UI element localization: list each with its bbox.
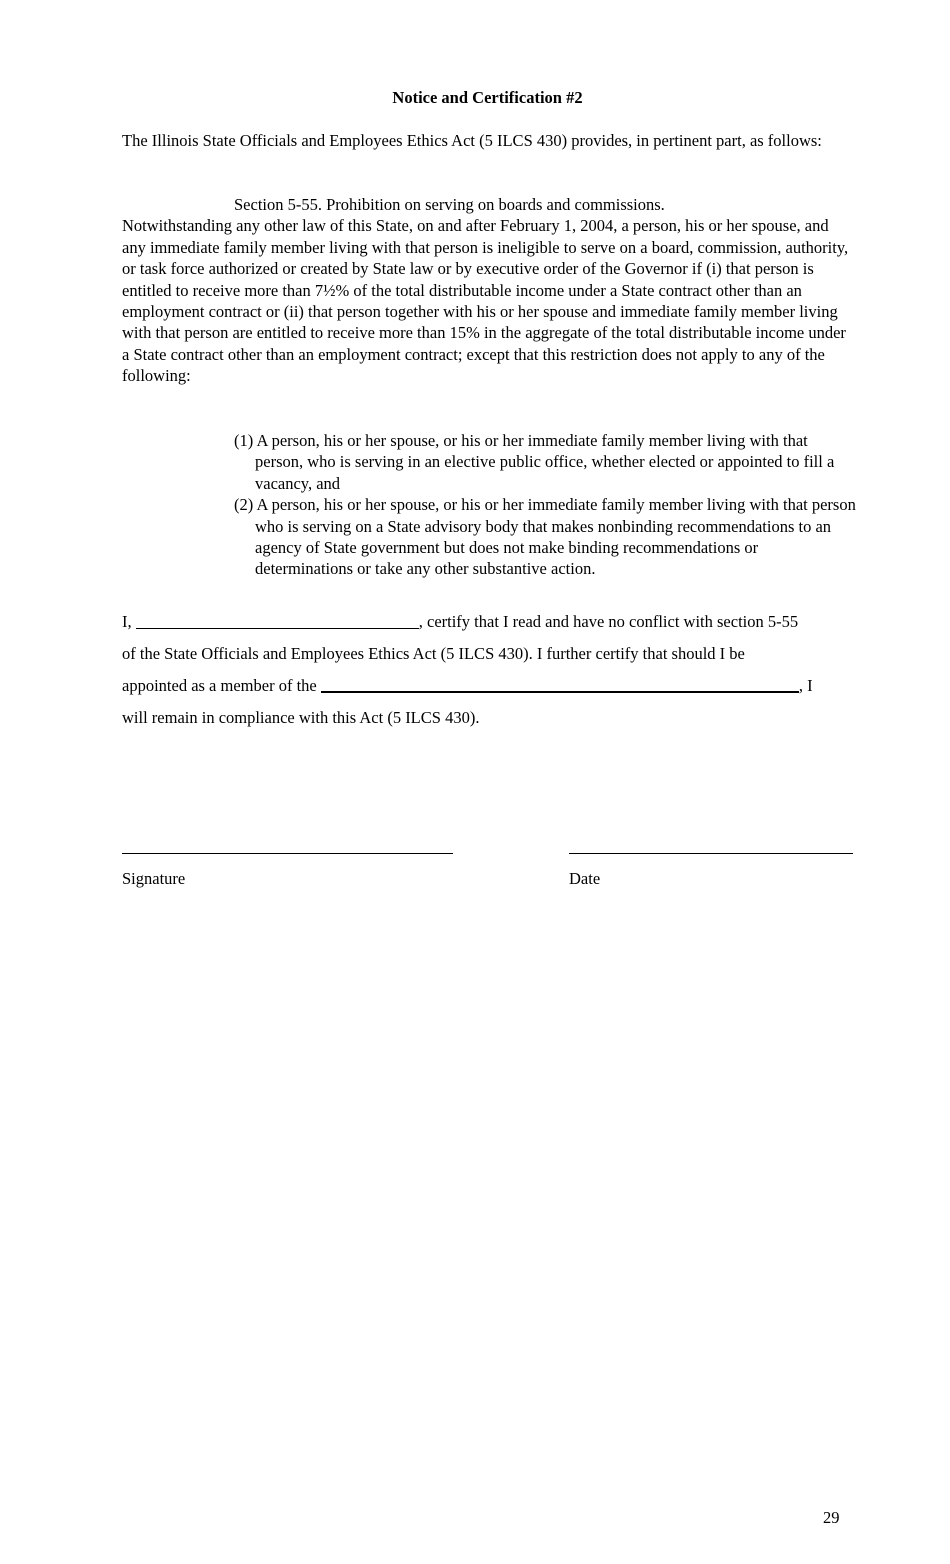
date-line[interactable] <box>569 853 853 854</box>
board-name-blank-field[interactable] <box>321 690 799 693</box>
page-title: Notice and Certification #2 <box>392 88 583 107</box>
section-heading: Section 5-55. Prohibition on serving on boards and commissions. <box>234 195 665 214</box>
certification-line-2: of the State Officials and Employees Ethics Act (5 ILCS 430). I further certify that should I be <box>122 644 745 663</box>
section-5-55 <box>122 194 852 387</box>
exception-item-1: (1) A person, his or her spouse, or his or her immediate family member living with that person, who is serving in an elective public office, whether elected or appointed to fill a vacancy, and <box>234 431 835 493</box>
page-number: 29 <box>823 1508 840 1527</box>
cert-line1-start: I, <box>122 612 132 631</box>
signature-line[interactable] <box>122 853 453 854</box>
cert-line3-start: appointed as a member of the <box>122 676 317 695</box>
certification-line-4: will remain in compliance with this Act (5 ILCS 430). <box>122 708 480 727</box>
section-body: Notwithstanding any other law of this State, on and after February 1, 2004, a person, his or her spouse, and any immediate family member living with that person is ineligible to serve on a board, commission, authority, or task force authorized or created by State law or by executive order of the Governor if (i) that person is entitled to receive more than 7½% of the total distributable income under a State contract other than an employment contract or (ii) that person together with his or her spouse and immediate family member living with that person are entitled to receive more than 15% in the aggregate of the total distributable income under a State contract other than an employment contract; except that this restriction does not apply to any of the following: <box>122 216 849 386</box>
cert-line3-end: , I <box>798 676 813 695</box>
exceptions-list <box>234 430 856 580</box>
cert-line1-end: , certify that I read and have no conflict with section 5-55 <box>418 612 799 631</box>
signature-label: Signature <box>122 869 186 888</box>
intro-paragraph: The Illinois State Officials and Employees Ethics Act (5 ILCS 430) provides, in pertinent part, as follows: <box>122 131 822 150</box>
certification-line-1 <box>122 612 852 632</box>
date-label: Date <box>569 869 601 888</box>
certification-line-3 <box>122 676 852 696</box>
exception-item-2: (2) A person, his or her spouse, or his or her immediate family member living with that person who is serving on a State advisory body that makes nonbinding recommendations to an agency of State government but does not make binding recommendations or determinations or take any other substantive action. <box>234 495 856 579</box>
name-blank-field[interactable] <box>136 627 419 629</box>
